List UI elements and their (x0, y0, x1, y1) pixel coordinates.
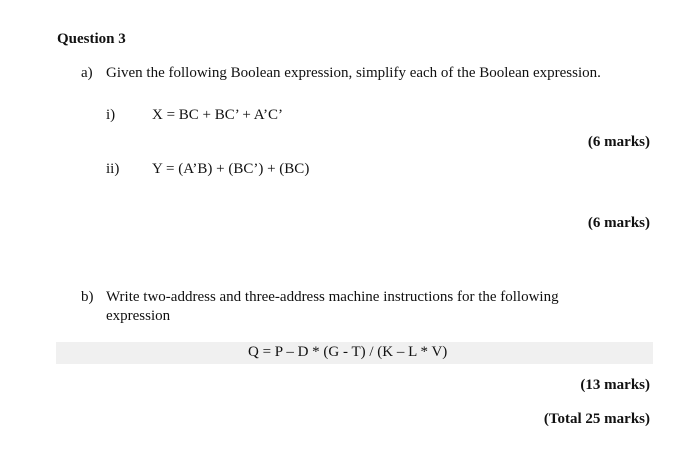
item-ii-marks: (6 marks) (587, 215, 650, 231)
part-b-expression: Q = P – D * (G - T) / (K – L * V) (248, 344, 448, 360)
item-i-marks: (6 marks) (587, 134, 650, 150)
question-title: Question 3 (57, 31, 126, 47)
part-b-marks: (13 marks) (580, 377, 650, 393)
part-a-label: a) (81, 65, 93, 81)
part-b-text-line2: expression (106, 308, 171, 324)
item-ii-expression: Y = (A’B) + (BC’) + (BC) (152, 161, 310, 177)
item-ii-label: ii) (106, 161, 120, 177)
item-i-label: i) (106, 107, 116, 123)
item-i-expression: X = BC + BC’ + A’C’ (152, 107, 283, 123)
part-b-label: b) (81, 289, 94, 305)
part-a-text: Given the following Boolean expression, simplify each of the Boolean expression. (106, 65, 601, 81)
total-marks: (Total 25 marks) (543, 411, 650, 427)
part-b-text-line1: Write two-address and three-address machine instructions for the following (106, 289, 559, 305)
